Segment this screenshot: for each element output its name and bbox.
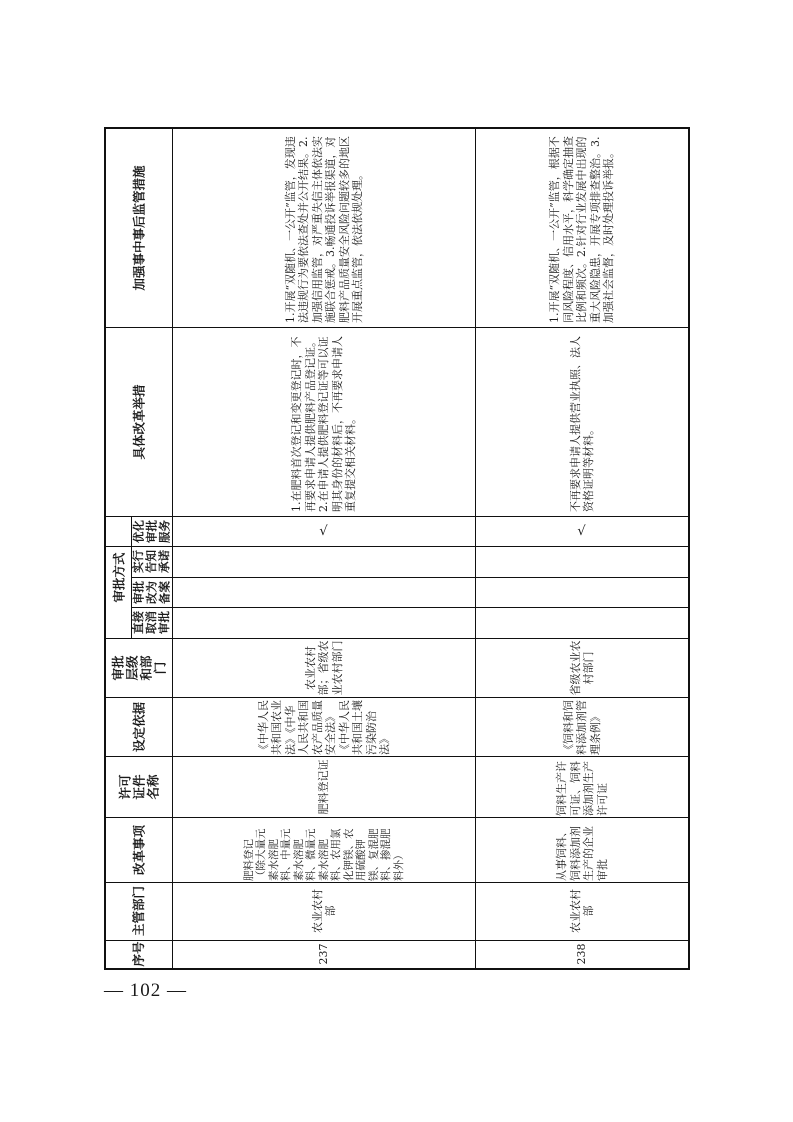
reform-table xyxy=(104,127,690,970)
grid-line xyxy=(131,607,688,608)
row-237-optimize-check: √ xyxy=(319,523,328,539)
header-license-name: 许可证件名称 xyxy=(117,774,160,800)
row-238-optimize-check: √ xyxy=(577,523,586,539)
row-237-serial: 237 xyxy=(316,943,330,965)
grid-line xyxy=(131,577,688,578)
row-238-department: 农业农村部 xyxy=(568,889,595,933)
row-238-basis: 《饲料和饲料添加剂管理条例》 xyxy=(561,699,602,755)
header-basis: 设定依据 xyxy=(131,701,146,752)
row-237-measures: 1.在肥料首次登记和变更登记时，不再要求申请人提供肥料产品登记证。2.在申请人提供肥料登记证等可以证明其身份的材料后，不再要求申请人重复提交相关材料。 xyxy=(289,335,357,512)
header-department: 主管部门 xyxy=(131,886,146,937)
row-237-reform-item: 肥料登记（除大量元素水溶肥料、中量元素水溶肥料、微量元素水溶肥料、农用氯化钾镁、农用硫酸钾镁、复混肥料、掺混肥料外） xyxy=(242,828,405,881)
header-approval-level: 审批层级和部门 xyxy=(110,655,167,681)
header-reform-item: 改革事项 xyxy=(131,824,146,875)
row-238-serial: 238 xyxy=(574,943,588,965)
row-237-approval-level: 农业农村部；省级农业农村部门 xyxy=(303,640,344,695)
row-238-supervision: 1.开展“双随机、一公开”监管，根据不同风险程度、信用水平，科学确定抽查比例和频次。2.针对行业发展中出现的重大风险隐患，开展专项排查整治。3.加强社会监督，及时处理投诉举报。 xyxy=(547,136,615,323)
row-237-supervision: 1.开展“双随机、一公开”监管，发现违法违规行为要依法查处并公开结果。2.加强信用监管，对严重失信主体依法实施联合惩戒。3.畅通投诉举报渠道，对肥料产品质量安全风险问题较多的地区开展重点监管，依法依规处理。 xyxy=(283,136,364,323)
row-237-license-name: 肥料登记证 xyxy=(316,759,330,814)
row-238-reform-item: 从事饲料、饲料添加剂生产的企业审批 xyxy=(554,825,608,881)
header-method-filing: 审批改为备案 xyxy=(131,580,171,604)
page-number: — 102 — xyxy=(104,980,187,1001)
row-237-department: 农业农村部 xyxy=(310,889,337,933)
header-method-optimize: 优化审批服务 xyxy=(131,519,171,543)
header-supervision: 加强事中事后监管措施 xyxy=(131,165,147,291)
row-238-approval-level: 省级农业农村部门 xyxy=(568,640,595,695)
row-238-license-name: 饲料生产许可证、饲料添加剂生产许可证 xyxy=(554,760,608,816)
grid-line xyxy=(106,546,688,547)
row-237-basis: 《中华人民共和国农业法》《中华人民共和国农产品质量安全法》《中华人民共和国土壤污染防治法》 xyxy=(256,699,391,755)
header-method-cancel: 直接取消审批 xyxy=(131,611,171,634)
header-serial: 序号 xyxy=(131,941,146,967)
header-approval-method: 审批方式 xyxy=(110,551,126,603)
header-measures: 具体改革举措 xyxy=(131,383,147,460)
header-method-notify: 实行告知承诺 xyxy=(131,550,171,573)
row-238-measures: 不再要求申请人提供营业执照、法人资格证明等材料。 xyxy=(568,335,595,512)
